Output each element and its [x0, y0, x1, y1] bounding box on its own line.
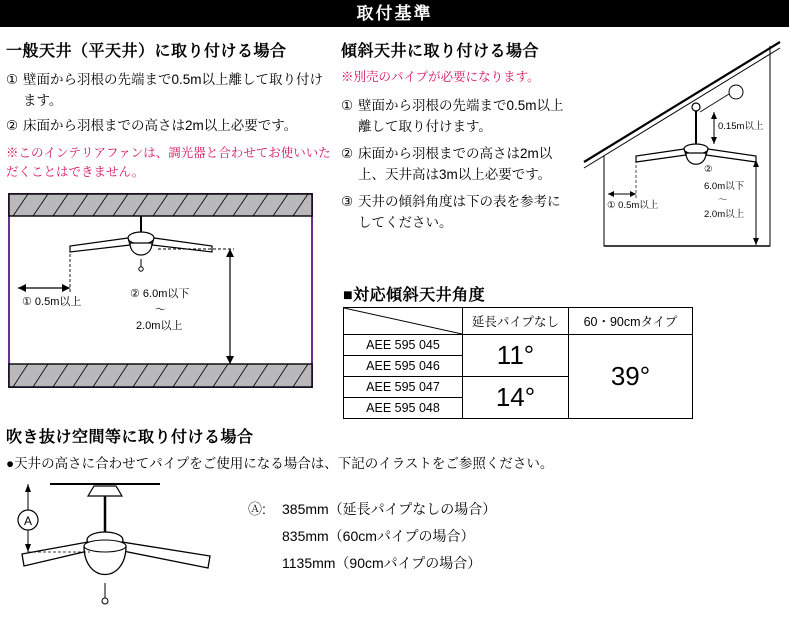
- table-col-pipe-type: 60・90cmタイプ: [569, 308, 693, 335]
- table-value-pipe-type: 39°: [569, 335, 693, 419]
- right-item-3: [341, 191, 569, 233]
- left-item-1-marker: ①: [6, 72, 19, 87]
- sloped-ceiling-illustration: [580, 34, 785, 269]
- left-dim-height-3: 2.0m以上: [136, 320, 183, 332]
- open-space-illustration: [10, 480, 225, 615]
- table-value-no-pipe-bottom: 14°: [463, 377, 569, 419]
- left-dim-height-1: ② 6.0m以下: [130, 288, 190, 300]
- flat-ceiling-illustration: [8, 193, 313, 388]
- table-corner-diagonal-cell: [344, 308, 463, 335]
- angle-table: [343, 307, 693, 419]
- dimension-value-2: 835mm（60cmパイプの場合）: [282, 528, 475, 544]
- right-item-2: [341, 143, 569, 185]
- left-dim-height-2: 〜: [155, 304, 166, 316]
- right-heading: 傾斜天井に取り付ける場合: [341, 43, 540, 60]
- left-item-2: [6, 115, 336, 136]
- right-item-1: [341, 95, 569, 137]
- dimension-key-1: Ⓐ:: [248, 501, 266, 517]
- bottom-lead-text: ●天井の高さに合わせてパイプをご使用になる場合は、下記のイラストをご参照ください。: [6, 456, 554, 471]
- bottom-heading: 吹き抜け空間等に取り付ける場合: [6, 429, 254, 446]
- table-title: ■対応傾斜天井角度: [343, 287, 486, 304]
- table-row: [344, 335, 693, 356]
- left-dim-wall: ① 0.5m以上: [22, 296, 82, 308]
- svg-text:A: A: [23, 514, 33, 528]
- left-item-2-marker: ②: [6, 118, 19, 133]
- right-dim-h4: 2.0m以上: [704, 209, 745, 220]
- left-item-1: [6, 69, 336, 111]
- right-dim-h1: ②: [704, 164, 713, 175]
- page-title: 取付基準: [356, 4, 433, 23]
- right-dim-h3: 〜: [718, 195, 728, 206]
- table-model-3: AEE 595 047: [344, 377, 463, 398]
- left-item-2-text: 床面から羽根までの高さは2m以上必要です。: [23, 118, 298, 133]
- list-item: [248, 496, 496, 523]
- left-warning-note: ※このインテリアファンは、調光器と合わせてお使いいただくことはできません。: [6, 146, 331, 179]
- right-item-3-text: 天井の傾斜角度は下の表を参考にしてください。: [358, 194, 561, 230]
- dimension-value-3: 1135mm（90cmパイプの場合）: [282, 555, 482, 571]
- table-header-row: [344, 308, 693, 335]
- table-value-no-pipe-top: 11°: [463, 335, 569, 377]
- list-item: [248, 550, 496, 577]
- table-model-1: AEE 595 045: [344, 335, 463, 356]
- right-item-1-marker: ①: [341, 98, 354, 113]
- right-note: ※別売のパイプが必要になります。: [341, 70, 540, 84]
- right-item-1-text: 壁面から羽根の先端まで0.5m以上離して取り付けます。: [358, 98, 564, 134]
- table-model-4: AEE 595 048: [344, 398, 463, 419]
- table-model-2: AEE 595 046: [344, 356, 463, 377]
- table-col-no-pipe: 延長パイプなし: [463, 308, 569, 335]
- right-item-3-marker: ③: [341, 194, 354, 209]
- right-dim-wall: ① 0.5m以上: [607, 200, 659, 211]
- left-heading: 一般天井（平天井）に取り付ける場合: [6, 43, 287, 60]
- left-item-1-text: 壁面から羽根の先端まで0.5m以上離して取り付けます。: [23, 72, 324, 108]
- left-section: [6, 38, 336, 182]
- dimension-key-3: [248, 550, 282, 577]
- right-dim-pipe: 0.15m以上: [718, 121, 764, 132]
- dimension-key-2: [248, 523, 282, 550]
- right-item-2-text: 床面から羽根までの高さは2m以上、天井高は3m以上必要です。: [358, 146, 553, 182]
- dimension-value-1: 385mm（延長パイプなしの場合）: [282, 501, 497, 517]
- dimension-list: [248, 496, 496, 577]
- right-dim-h2: 6.0m以下: [704, 181, 745, 192]
- list-item: [248, 523, 496, 550]
- right-item-2-marker: ②: [341, 146, 354, 161]
